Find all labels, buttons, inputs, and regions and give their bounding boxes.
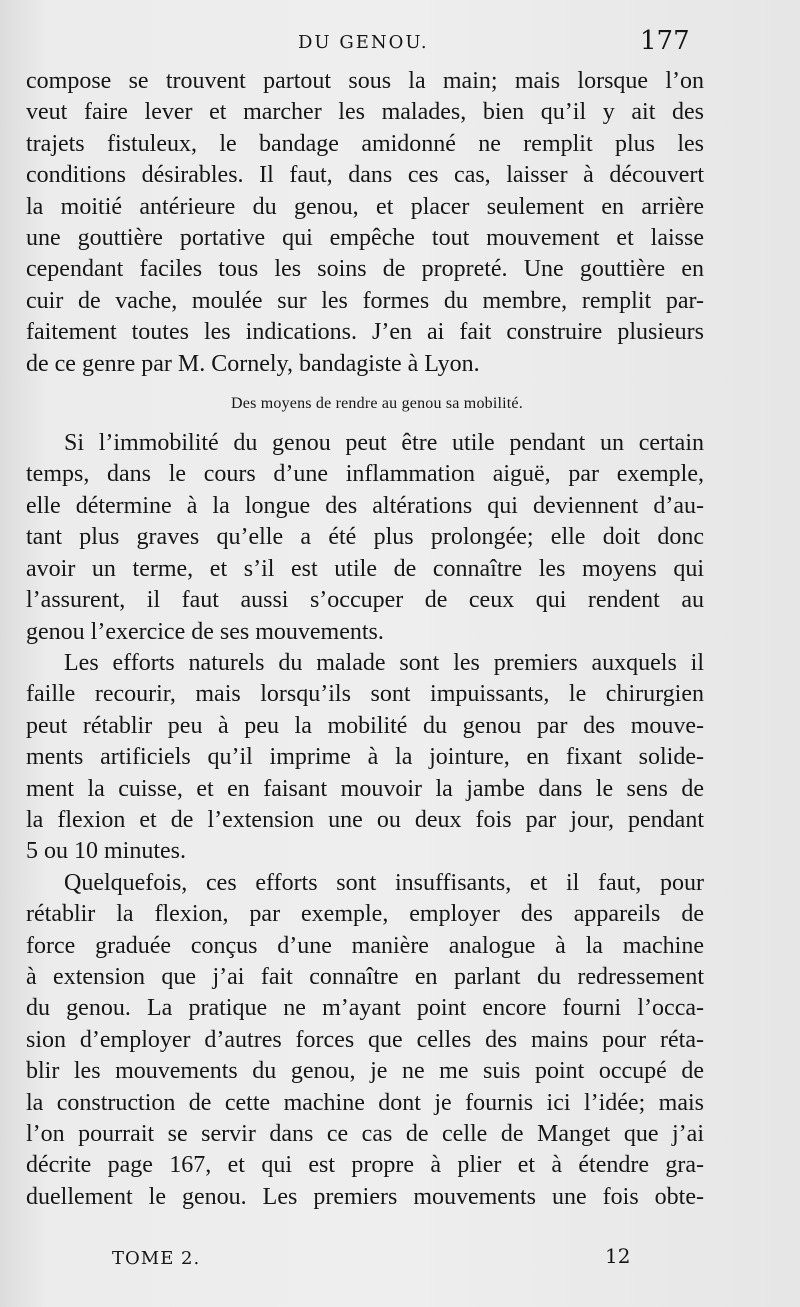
text-line: avoir un terme, et s’il est utile de connaître les moyens qui: [26, 555, 704, 582]
paragraph-3: [26, 648, 704, 868]
text-line: blir les mouvements du genou, je ne me suis point occupé de: [26, 1058, 704, 1085]
text-line: genou l’exercice de ses mouvements.: [26, 618, 384, 645]
paragraph-4: [26, 868, 704, 1213]
volume-label: TOME 2.: [112, 1248, 201, 1269]
text-line: la flexion et de l’extension une ou deux fois par jour, pendant: [26, 806, 704, 833]
text-line: temps, dans le cours d’une inflammation aiguë, par exemple,: [26, 461, 704, 488]
text-line: force graduée conçus d’une manière analogue à la machine: [26, 932, 704, 959]
text-line: ment la cuisse, et en faisant mouvoir la jambe dans le sens de: [26, 775, 704, 802]
text-line: sion d’employer d’autres forces que celles des mains pour réta-: [26, 1026, 704, 1053]
text-line: de ce genre par M. Cornely, bandagiste à Lyon.: [26, 350, 480, 377]
text-line: la moitié antérieure du genou, et placer seulement en arrière: [26, 193, 704, 220]
text-line: faille recourir, mais lorsqu’ils sont impuissants, le chirurgien: [26, 681, 704, 708]
text-line: faitement toutes les indications. J’en ai fait construire plusieurs: [26, 319, 704, 346]
text-line: la construction de cette machine dont je fournis ici l’idée; mais: [26, 1089, 704, 1116]
text-line: cependant faciles tous les soins de propreté. Une gouttière en: [26, 256, 704, 283]
text-line: ments artificiels qu’il imprime à la jointure, en fixant solide-: [26, 744, 704, 771]
text-line: peut rétablir peu à peu la mobilité du genou par des mouve-: [26, 712, 704, 739]
text-line: conditions désirables. Il faut, dans ces cas, laisser à découvert: [26, 162, 704, 189]
page-footer: [0, 1244, 800, 1274]
text-line: Quelquefois, ces efforts sont insuffisants, et il faut, pour: [64, 869, 704, 896]
text-line: 5 ou 10 minutes.: [26, 838, 186, 865]
paragraph-1: [26, 66, 704, 380]
text-line: compose se trouvent partout sous la main; mais lorsque l’on: [26, 68, 704, 94]
text-line: l’on pourrait se servir dans ce cas de celle de Manget que j’ai: [26, 1121, 704, 1147]
text-line: une gouttière portative qui empêche tout mouvement et laisse: [26, 225, 704, 252]
text-line: Les efforts naturels du malade sont les premiers auxquels il: [64, 649, 704, 676]
body-text: [26, 66, 704, 1213]
page-header: [0, 26, 800, 66]
text-line: à extension que j’ai fait connaître en parlant du redressement: [26, 963, 704, 990]
running-head: DU GENOU.: [298, 32, 429, 53]
text-line: rétablir la flexion, par exemple, employer des appareils de: [26, 901, 704, 928]
text-line: cuir de vache, moulée sur les formes du membre, remplit par-: [26, 287, 704, 314]
text-line: Si l’immobilité du genou peut être utile pendant un certain: [64, 430, 704, 457]
text-line: veut faire lever et marcher les malades, bien qu’il y ait des: [26, 99, 704, 126]
text-line: elle détermine à la longue des altérations qui deviennent d’au-: [26, 492, 704, 519]
text-line: décrite page 167, et qui est propre à plier et à étendre gra-: [26, 1152, 704, 1179]
text-line: tant plus graves qu’elle a été plus prolongée; elle doit donc: [26, 524, 704, 551]
section-title: Des moyens de rendre au genou sa mobilité.: [231, 395, 523, 413]
text-line: du genou. La pratique ne m’ayant point encore fourni l’occa-: [26, 995, 704, 1022]
paragraph-2: [26, 428, 704, 648]
text-line: l’assurent, il faut aussi s’occuper de ceux qui rendent au: [26, 587, 704, 614]
text-line: trajets fistuleux, le bandage amidonné ne remplit plus les: [26, 130, 704, 157]
signature-mark: 12: [605, 1244, 631, 1268]
page-number: 177: [640, 26, 690, 56]
text-line: duellement le genou. Les premiers mouvements une fois obte-: [26, 1183, 704, 1210]
